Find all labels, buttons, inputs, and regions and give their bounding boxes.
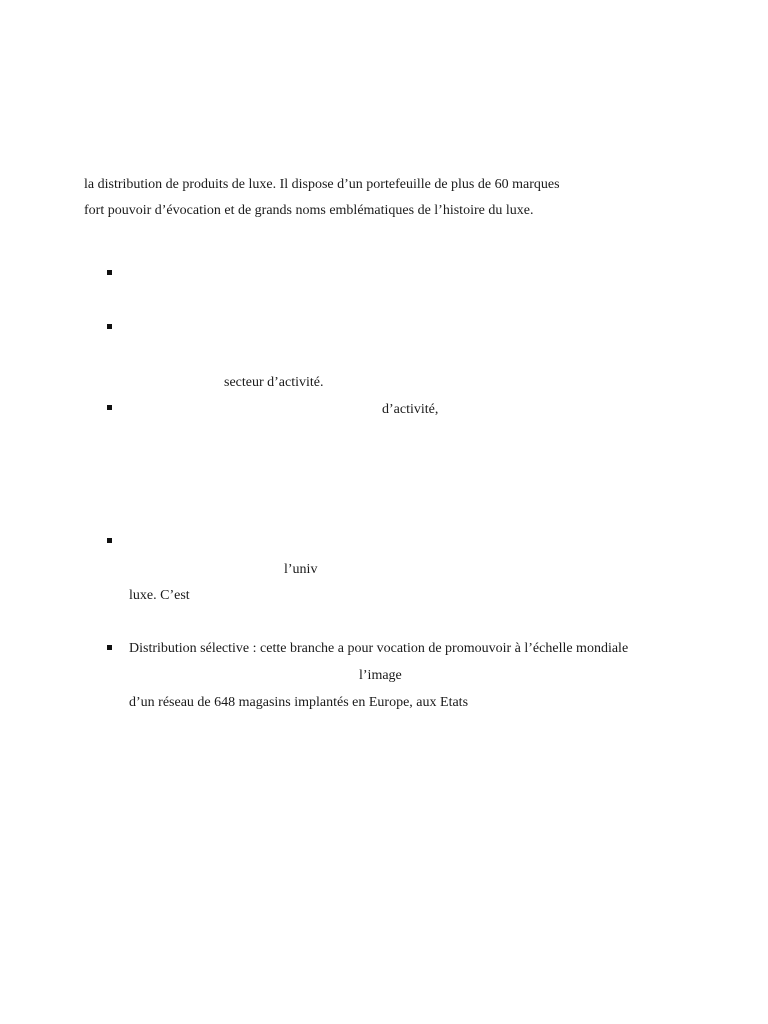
bullet-marker xyxy=(107,324,112,329)
list-item-text: d’un réseau de 648 magasins implantés en Europe, aux Etats xyxy=(129,695,469,710)
bullet-marker xyxy=(107,538,112,543)
paragraph-line: fort pouvoir d’évocation et de grands noms emblématiques de l’histoire du luxe. xyxy=(84,203,534,218)
list-item-text: l’image xyxy=(359,668,402,683)
list-item-text: l’univ xyxy=(284,562,318,577)
paragraph-line: la distribution de produits de luxe. Il dispose d’un portefeuille de plus de 60 marques xyxy=(84,177,560,192)
bullet-marker xyxy=(107,405,112,410)
list-item-text: d’activité, xyxy=(382,402,439,417)
bullet-marker xyxy=(107,645,112,650)
bullet-marker xyxy=(107,270,112,275)
list-item-text: secteur d’activité. xyxy=(224,375,324,390)
list-item-text: luxe. C’est xyxy=(129,588,190,603)
list-item-text: Distribution sélective : cette branche a pour vocation de promouvoir à l’échelle mondiale xyxy=(129,641,629,656)
